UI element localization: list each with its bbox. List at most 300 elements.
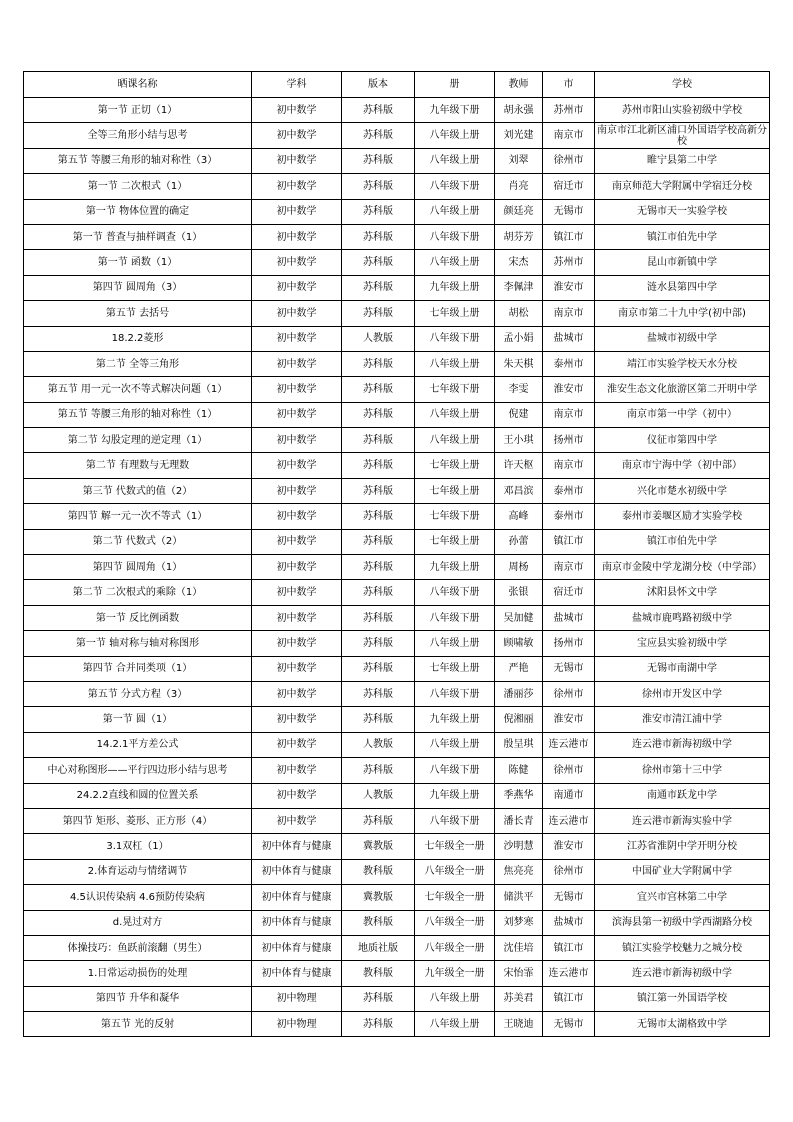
teacher-cell: 沙明慧 (495, 834, 543, 859)
table-row (24, 783, 770, 808)
teacher-cell: 顾啸敏 (495, 631, 543, 656)
volume-cell: 七年级上册 (415, 529, 495, 554)
volume-cell: 八年级下册 (415, 681, 495, 706)
teacher-cell: 潘长青 (495, 808, 543, 833)
edition-cell: 苏科版 (342, 377, 415, 402)
table-row (24, 834, 770, 859)
edition-cell: 苏科版 (342, 148, 415, 173)
lesson-table (23, 71, 770, 1037)
edition-cell: 苏科版 (342, 529, 415, 554)
city-cell: 连云港市 (543, 961, 595, 986)
header-school: 学校 (595, 72, 770, 98)
edition-cell: 苏科版 (342, 428, 415, 453)
table-row (24, 402, 770, 427)
lesson-name-cell: 24.2.2直线和圆的位置关系 (24, 783, 252, 808)
table-row (24, 859, 770, 884)
lesson-name-cell: 第四节 合并同类项（1） (24, 656, 252, 681)
table-row (24, 326, 770, 351)
teacher-cell: 许天枢 (495, 453, 543, 478)
city-cell: 苏州市 (543, 98, 595, 123)
edition-cell: 苏科版 (342, 351, 415, 376)
city-cell: 淮安市 (543, 707, 595, 732)
header-teacher: 教师 (495, 72, 543, 98)
city-cell: 扬州市 (543, 428, 595, 453)
city-cell: 镇江市 (543, 529, 595, 554)
lesson-name-cell: 第二节 全等三角形 (24, 351, 252, 376)
lesson-name-cell: 18.2.2菱形 (24, 326, 252, 351)
teacher-cell: 李佩津 (495, 275, 543, 300)
table-row (24, 123, 770, 148)
lesson-name-cell: 第一节 圆（1） (24, 707, 252, 732)
subject-cell: 初中物理 (252, 1012, 342, 1037)
lesson-name-cell: 第一节 轴对称与轴对称图形 (24, 631, 252, 656)
volume-cell: 八年级下册 (415, 808, 495, 833)
teacher-cell: 刘光建 (495, 123, 543, 148)
subject-cell: 初中数学 (252, 504, 342, 529)
volume-cell: 八年级下册 (415, 758, 495, 783)
teacher-cell: 李雯 (495, 377, 543, 402)
lesson-name-cell: 第二节 有理数与无理数 (24, 453, 252, 478)
city-cell: 镇江市 (543, 986, 595, 1011)
city-cell: 淮安市 (543, 834, 595, 859)
table-row (24, 808, 770, 833)
school-cell: 昆山市新镇中学 (595, 250, 770, 275)
city-cell: 泰州市 (543, 351, 595, 376)
subject-cell: 初中数学 (252, 377, 342, 402)
edition-cell: 苏科版 (342, 504, 415, 529)
edition-cell: 教科版 (342, 859, 415, 884)
city-cell: 无锡市 (543, 199, 595, 224)
volume-cell: 七年级上册 (415, 453, 495, 478)
city-cell: 徐州市 (543, 681, 595, 706)
lesson-name-cell: 第一节 物体位置的确定 (24, 199, 252, 224)
subject-cell: 初中数学 (252, 808, 342, 833)
edition-cell: 苏科版 (342, 123, 415, 148)
header-lesson-name: 晒课名称 (24, 72, 252, 98)
volume-cell: 七年级上册 (415, 301, 495, 326)
school-cell: 镇江实验学校魅力之城分校 (595, 935, 770, 960)
volume-cell: 八年级下册 (415, 326, 495, 351)
lesson-name-cell: 第五节 分式方程（3） (24, 681, 252, 706)
table-row (24, 631, 770, 656)
volume-cell: 八年级下册 (415, 174, 495, 199)
header-subject: 学科 (252, 72, 342, 98)
school-cell: 南京市江北新区浦口外国语学校高新分校 (595, 123, 770, 148)
city-cell: 徐州市 (543, 859, 595, 884)
volume-cell: 八年级上册 (415, 199, 495, 224)
school-cell: 南京市第一中学（初中） (595, 402, 770, 427)
subject-cell: 初中数学 (252, 123, 342, 148)
edition-cell: 苏科版 (342, 580, 415, 605)
school-cell: 中国矿业大学附属中学 (595, 859, 770, 884)
teacher-cell: 王晓迪 (495, 1012, 543, 1037)
table-body (24, 98, 770, 1037)
edition-cell: 苏科版 (342, 758, 415, 783)
table-row (24, 961, 770, 986)
school-cell: 泰州市姜堰区励才实验学校 (595, 504, 770, 529)
table-row (24, 98, 770, 123)
teacher-cell: 苏美君 (495, 986, 543, 1011)
table-row (24, 555, 770, 580)
volume-cell: 七年级下册 (415, 377, 495, 402)
teacher-cell: 沈佳培 (495, 935, 543, 960)
subject-cell: 初中数学 (252, 174, 342, 199)
subject-cell: 初中数学 (252, 758, 342, 783)
lesson-name-cell: d.晃过对方 (24, 910, 252, 935)
edition-cell: 地质社版 (342, 935, 415, 960)
city-cell: 徐州市 (543, 758, 595, 783)
volume-cell: 八年级上册 (415, 631, 495, 656)
subject-cell: 初中数学 (252, 148, 342, 173)
lesson-name-cell: 2.体育运动与情绪调节 (24, 859, 252, 884)
edition-cell: 苏科版 (342, 98, 415, 123)
teacher-cell: 吴加健 (495, 605, 543, 630)
city-cell: 连云港市 (543, 732, 595, 757)
table-row (24, 250, 770, 275)
school-cell: 镇江市伯先中学 (595, 224, 770, 249)
city-cell: 镇江市 (543, 224, 595, 249)
subject-cell: 初中数学 (252, 580, 342, 605)
edition-cell: 苏科版 (342, 301, 415, 326)
table-row (24, 910, 770, 935)
subject-cell: 初中体育与健康 (252, 859, 342, 884)
subject-cell: 初中数学 (252, 478, 342, 503)
teacher-cell: 倪湘丽 (495, 707, 543, 732)
school-cell: 徐州市开发区中学 (595, 681, 770, 706)
edition-cell: 苏科版 (342, 174, 415, 199)
edition-cell: 苏科版 (342, 555, 415, 580)
header-volume: 册 (415, 72, 495, 98)
lesson-name-cell: 第五节 用一元一次不等式解决问题（1） (24, 377, 252, 402)
volume-cell: 八年级全一册 (415, 935, 495, 960)
city-cell: 盐城市 (543, 326, 595, 351)
city-cell: 扬州市 (543, 631, 595, 656)
lesson-name-cell: 第五节 光的反射 (24, 1012, 252, 1037)
teacher-cell: 刘梦寒 (495, 910, 543, 935)
header-edition: 版本 (342, 72, 415, 98)
table-row (24, 478, 770, 503)
teacher-cell: 高峰 (495, 504, 543, 529)
lesson-name-cell: 中心对称图形——平行四边形小结与思考 (24, 758, 252, 783)
edition-cell: 苏科版 (342, 1012, 415, 1037)
table-row (24, 758, 770, 783)
teacher-cell: 宋杰 (495, 250, 543, 275)
subject-cell: 初中数学 (252, 301, 342, 326)
city-cell: 泰州市 (543, 478, 595, 503)
subject-cell: 初中数学 (252, 631, 342, 656)
school-cell: 南京市金陵中学龙湖分校（中学部） (595, 555, 770, 580)
volume-cell: 八年级下册 (415, 224, 495, 249)
school-cell: 涟水县第四中学 (595, 275, 770, 300)
subject-cell: 初中数学 (252, 783, 342, 808)
volume-cell: 八年级上册 (415, 123, 495, 148)
school-cell: 沭阳县怀文中学 (595, 580, 770, 605)
teacher-cell: 张银 (495, 580, 543, 605)
school-cell: 江苏省淮阴中学开明分校 (595, 834, 770, 859)
edition-cell: 苏科版 (342, 275, 415, 300)
table-row (24, 681, 770, 706)
subject-cell: 初中数学 (252, 250, 342, 275)
teacher-cell: 颜廷亮 (495, 199, 543, 224)
lesson-name-cell: 第五节 去括号 (24, 301, 252, 326)
city-cell: 宿迁市 (543, 174, 595, 199)
city-cell: 无锡市 (543, 656, 595, 681)
subject-cell: 初中体育与健康 (252, 910, 342, 935)
volume-cell: 七年级上册 (415, 478, 495, 503)
edition-cell: 冀教版 (342, 834, 415, 859)
volume-cell: 七年级全一册 (415, 885, 495, 910)
subject-cell: 初中物理 (252, 986, 342, 1011)
subject-cell: 初中数学 (252, 707, 342, 732)
volume-cell: 八年级下册 (415, 580, 495, 605)
edition-cell: 苏科版 (342, 631, 415, 656)
volume-cell: 八年级上册 (415, 148, 495, 173)
header-city: 市 (543, 72, 595, 98)
volume-cell: 九年级下册 (415, 98, 495, 123)
volume-cell: 八年级上册 (415, 428, 495, 453)
subject-cell: 初中数学 (252, 605, 342, 630)
table-row (24, 707, 770, 732)
volume-cell: 九年级全一册 (415, 961, 495, 986)
city-cell: 淮安市 (543, 275, 595, 300)
lesson-name-cell: 第五节 等腰三角形的轴对称性（1） (24, 402, 252, 427)
school-cell: 连云港市新海初级中学 (595, 961, 770, 986)
lesson-name-cell: 第二节 代数式（2） (24, 529, 252, 554)
subject-cell: 初中体育与健康 (252, 834, 342, 859)
lesson-name-cell: 第二节 二次根式的乘除（1） (24, 580, 252, 605)
table-row (24, 504, 770, 529)
volume-cell: 七年级下册 (415, 504, 495, 529)
table-row (24, 199, 770, 224)
teacher-cell: 孟小娟 (495, 326, 543, 351)
lesson-name-cell: 第四节 解一元一次不等式（1） (24, 504, 252, 529)
subject-cell: 初中数学 (252, 529, 342, 554)
table-row (24, 174, 770, 199)
volume-cell: 七年级全一册 (415, 834, 495, 859)
table-row (24, 605, 770, 630)
volume-cell: 八年级上册 (415, 732, 495, 757)
lesson-name-cell: 第一节 函数（1） (24, 250, 252, 275)
school-cell: 滨海县第一初级中学西湖路分校 (595, 910, 770, 935)
teacher-cell: 邓昌滨 (495, 478, 543, 503)
subject-cell: 初中数学 (252, 98, 342, 123)
table-row (24, 275, 770, 300)
lesson-name-cell: 第四节 矩形、菱形、正方形（4） (24, 808, 252, 833)
school-cell: 淮安生态文化旅游区第二开明中学 (595, 377, 770, 402)
table-row (24, 580, 770, 605)
subject-cell: 初中数学 (252, 326, 342, 351)
city-cell: 南京市 (543, 402, 595, 427)
city-cell: 盐城市 (543, 910, 595, 935)
lesson-name-cell: 第二节 勾股定理的逆定理（1） (24, 428, 252, 453)
city-cell: 南京市 (543, 453, 595, 478)
school-cell: 镇江第一外国语学校 (595, 986, 770, 1011)
edition-cell: 苏科版 (342, 986, 415, 1011)
volume-cell: 八年级全一册 (415, 859, 495, 884)
school-cell: 镇江市伯先中学 (595, 529, 770, 554)
volume-cell: 八年级全一册 (415, 910, 495, 935)
subject-cell: 初中数学 (252, 656, 342, 681)
table-row (24, 885, 770, 910)
edition-cell: 教科版 (342, 961, 415, 986)
school-cell: 无锡市天一实验学校 (595, 199, 770, 224)
subject-cell: 初中数学 (252, 351, 342, 376)
table-row (24, 377, 770, 402)
lesson-name-cell: 第五节 等腰三角形的轴对称性（3） (24, 148, 252, 173)
lesson-name-cell: 3.1双杠（1） (24, 834, 252, 859)
edition-cell: 冀教版 (342, 885, 415, 910)
lesson-name-cell: 全等三角形小结与思考 (24, 123, 252, 148)
subject-cell: 初中体育与健康 (252, 885, 342, 910)
city-cell: 徐州市 (543, 148, 595, 173)
table-row (24, 351, 770, 376)
city-cell: 南京市 (543, 555, 595, 580)
volume-cell: 九年级上册 (415, 555, 495, 580)
edition-cell: 苏科版 (342, 250, 415, 275)
teacher-cell: 潘丽莎 (495, 681, 543, 706)
school-cell: 连云港市新海初级中学 (595, 732, 770, 757)
lesson-name-cell: 体操技巧：鱼跃前滚翻（男生） (24, 935, 252, 960)
city-cell: 淮安市 (543, 377, 595, 402)
teacher-cell: 孙蕾 (495, 529, 543, 554)
teacher-cell: 宋怡霏 (495, 961, 543, 986)
table-row (24, 529, 770, 554)
school-cell: 无锡市南湖中学 (595, 656, 770, 681)
lesson-name-cell: 第一节 普查与抽样调查（1） (24, 224, 252, 249)
school-cell: 盐城市初级中学 (595, 326, 770, 351)
table-row (24, 428, 770, 453)
subject-cell: 初中体育与健康 (252, 935, 342, 960)
edition-cell: 苏科版 (342, 478, 415, 503)
subject-cell: 初中数学 (252, 681, 342, 706)
table-row (24, 1012, 770, 1037)
lesson-name-cell: 第一节 正切（1） (24, 98, 252, 123)
volume-cell: 九年级上册 (415, 275, 495, 300)
volume-cell: 八年级上册 (415, 986, 495, 1011)
teacher-cell: 季燕华 (495, 783, 543, 808)
volume-cell: 八年级上册 (415, 1012, 495, 1037)
school-cell: 盐城市鹿鸣路初级中学 (595, 605, 770, 630)
edition-cell: 苏科版 (342, 402, 415, 427)
table-row (24, 656, 770, 681)
subject-cell: 初中数学 (252, 555, 342, 580)
edition-cell: 人教版 (342, 783, 415, 808)
edition-cell: 苏科版 (342, 453, 415, 478)
table-row (24, 986, 770, 1011)
subject-cell: 初中数学 (252, 732, 342, 757)
edition-cell: 人教版 (342, 732, 415, 757)
edition-cell: 苏科版 (342, 656, 415, 681)
edition-cell: 苏科版 (342, 605, 415, 630)
table-row (24, 935, 770, 960)
school-cell: 宜兴市宫林第二中学 (595, 885, 770, 910)
lesson-name-cell: 4.5认识传染病 4.6预防传染病 (24, 885, 252, 910)
city-cell: 无锡市 (543, 1012, 595, 1037)
lesson-name-cell: 1.日常运动损伤的处理 (24, 961, 252, 986)
edition-cell: 苏科版 (342, 808, 415, 833)
subject-cell: 初中数学 (252, 453, 342, 478)
teacher-cell: 王小琪 (495, 428, 543, 453)
teacher-cell: 周杨 (495, 555, 543, 580)
teacher-cell: 胡芬芳 (495, 224, 543, 249)
subject-cell: 初中数学 (252, 428, 342, 453)
volume-cell: 八年级上册 (415, 250, 495, 275)
school-cell: 南京市宁海中学（初中部） (595, 453, 770, 478)
school-cell: 南京市第二十九中学(初中部) (595, 301, 770, 326)
city-cell: 南京市 (543, 301, 595, 326)
school-cell: 淮安市清江浦中学 (595, 707, 770, 732)
school-cell: 睢宁县第二中学 (595, 148, 770, 173)
city-cell: 镇江市 (543, 935, 595, 960)
lesson-name-cell: 14.2.1平方差公式 (24, 732, 252, 757)
city-cell: 南通市 (543, 783, 595, 808)
lesson-name-cell: 第四节 圆周角（1） (24, 555, 252, 580)
city-cell: 连云港市 (543, 808, 595, 833)
lesson-name-cell: 第四节 圆周角（3） (24, 275, 252, 300)
lesson-name-cell: 第一节 二次根式（1） (24, 174, 252, 199)
school-cell: 南京师范大学附属中学宿迁分校 (595, 174, 770, 199)
teacher-cell: 胡松 (495, 301, 543, 326)
volume-cell: 八年级上册 (415, 351, 495, 376)
teacher-cell: 陈健 (495, 758, 543, 783)
volume-cell: 九年级上册 (415, 707, 495, 732)
teacher-cell: 储洪平 (495, 885, 543, 910)
teacher-cell: 殷呈琪 (495, 732, 543, 757)
table-row (24, 301, 770, 326)
school-cell: 南通市跃龙中学 (595, 783, 770, 808)
city-cell: 宿迁市 (543, 580, 595, 605)
teacher-cell: 倪建 (495, 402, 543, 427)
subject-cell: 初中数学 (252, 224, 342, 249)
edition-cell: 教科版 (342, 910, 415, 935)
subject-cell: 初中数学 (252, 402, 342, 427)
school-cell: 仪征市第四中学 (595, 428, 770, 453)
lesson-name-cell: 第一节 反比例函数 (24, 605, 252, 630)
subject-cell: 初中体育与健康 (252, 961, 342, 986)
volume-cell: 八年级上册 (415, 402, 495, 427)
table-row (24, 148, 770, 173)
table-header-row (24, 72, 770, 98)
lesson-name-cell: 第三节 代数式的值（2） (24, 478, 252, 503)
edition-cell: 苏科版 (342, 707, 415, 732)
school-cell: 无锡市太湖格致中学 (595, 1012, 770, 1037)
teacher-cell: 朱天棋 (495, 351, 543, 376)
table-row (24, 732, 770, 757)
school-cell: 靖江市实验学校天水分校 (595, 351, 770, 376)
teacher-cell: 肖亮 (495, 174, 543, 199)
city-cell: 南京市 (543, 123, 595, 148)
school-cell: 宝应县实验初级中学 (595, 631, 770, 656)
subject-cell: 初中数学 (252, 199, 342, 224)
edition-cell: 苏科版 (342, 224, 415, 249)
table-row (24, 224, 770, 249)
school-cell: 兴化市楚水初级中学 (595, 478, 770, 503)
volume-cell: 七年级上册 (415, 656, 495, 681)
teacher-cell: 严艳 (495, 656, 543, 681)
school-cell: 徐州市第十三中学 (595, 758, 770, 783)
city-cell: 泰州市 (543, 504, 595, 529)
table-row (24, 453, 770, 478)
city-cell: 无锡市 (543, 885, 595, 910)
subject-cell: 初中数学 (252, 275, 342, 300)
city-cell: 盐城市 (543, 605, 595, 630)
volume-cell: 八年级下册 (415, 605, 495, 630)
teacher-cell: 刘翠 (495, 148, 543, 173)
edition-cell: 苏科版 (342, 199, 415, 224)
edition-cell: 苏科版 (342, 681, 415, 706)
school-cell: 连云港市新海实验中学 (595, 808, 770, 833)
volume-cell: 九年级上册 (415, 783, 495, 808)
